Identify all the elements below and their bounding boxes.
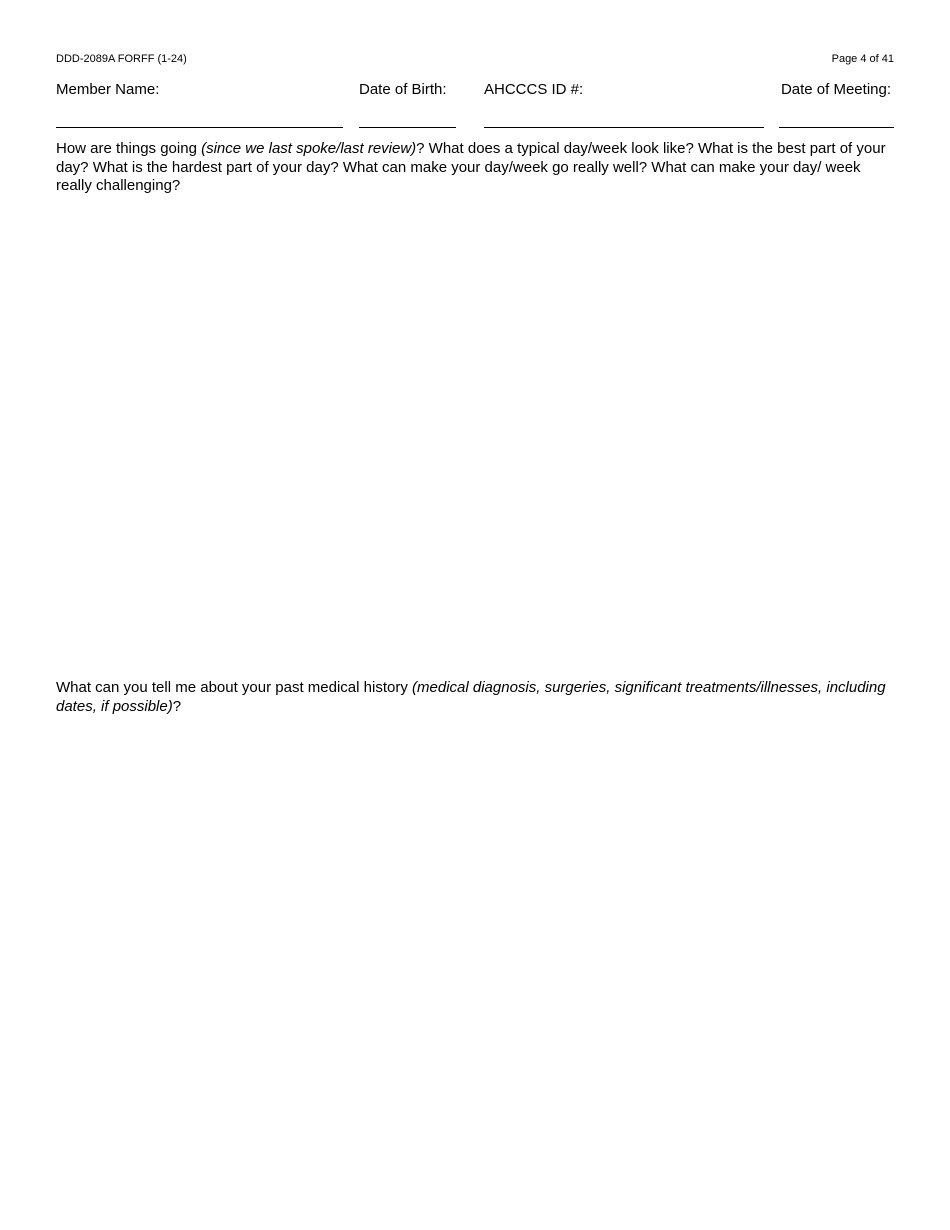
question-text-italic: (medical diagnosis, surgeries, significant treatments/illnesses, including dates, if possible) bbox=[56, 679, 886, 715]
answer-area-past-medical-history[interactable] bbox=[56, 725, 894, 1185]
question-past-medical-history bbox=[56, 679, 896, 716]
question-text-end: ? What does a typical day/week look like? What is the best part of your day? What is the hardest part of your day? What can make your day/week go really well? What can make your day/ week really challenging? bbox=[56, 140, 886, 194]
ahcccs-id-field[interactable] bbox=[484, 127, 764, 128]
date-of-birth-field[interactable] bbox=[359, 127, 456, 128]
date-of-birth-label: Date of Birth: bbox=[359, 81, 447, 98]
question-text-end: ? bbox=[172, 697, 182, 715]
date-of-meeting-field[interactable] bbox=[779, 127, 894, 128]
ahcccs-id-label: AHCCCS ID #: bbox=[484, 81, 584, 98]
question-text: What can you tell me about your past medical history bbox=[56, 679, 413, 696]
date-of-meeting-label: Date of Meeting: bbox=[780, 81, 891, 98]
question-how-are-things-going bbox=[56, 140, 896, 196]
answer-area-how-are-things-going[interactable] bbox=[56, 205, 894, 665]
page-number: Page 4 of 41 bbox=[831, 53, 894, 65]
question-text: How are things going bbox=[56, 140, 202, 157]
question-text-italic: (since we last spoke/last review) bbox=[201, 140, 417, 157]
form-number: DDD-2089A FORFF (1-24) bbox=[56, 53, 187, 65]
member-name-field[interactable] bbox=[56, 127, 343, 128]
member-name-label: Member Name: bbox=[56, 81, 160, 98]
